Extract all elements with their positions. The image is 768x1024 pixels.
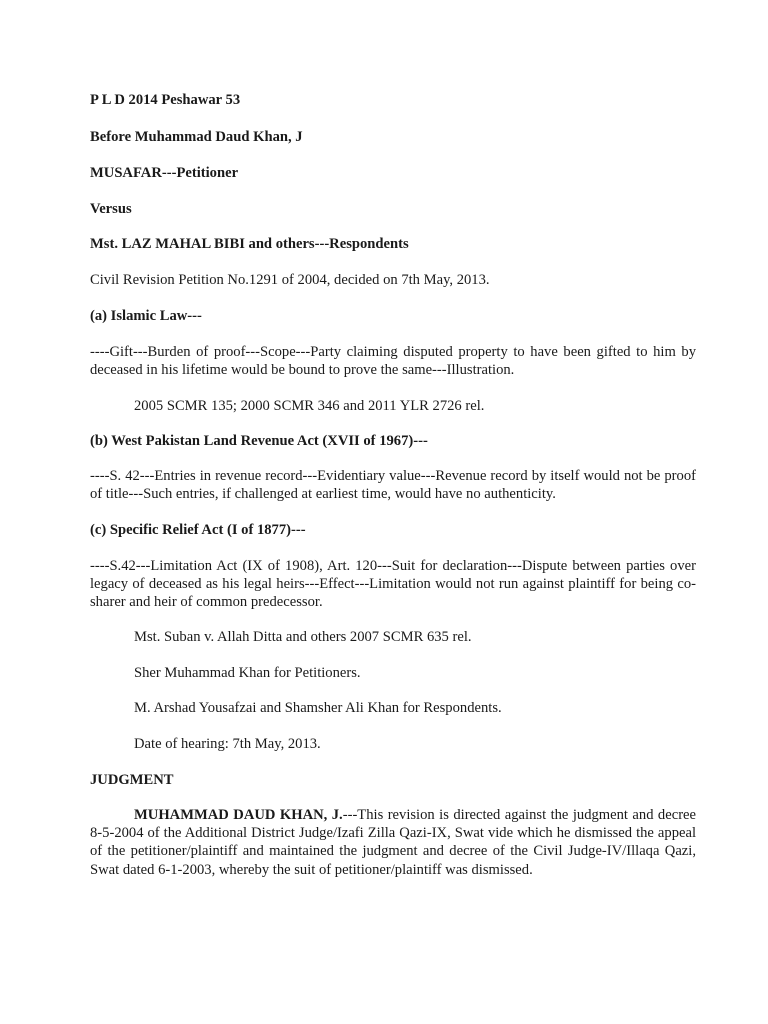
counsel-respondents: M. Arshad Yousafzai and Shamsher Ali Khan for Respondents. <box>134 700 502 716</box>
headnote-body-c: ----S.42---Limitation Act (IX of 1908), Art. 120---Suit for declaration---Dispute between parties over legacy of deceased as his legal heirs---Effect---Limitation would not run against plaintiff for being co-sharer and heir of common predecessor. <box>90 558 696 611</box>
petitioner: MUSAFAR---Petitioner <box>90 165 239 181</box>
citation: P L D 2014 Peshawar 53 <box>90 92 241 108</box>
headnote-ref-a: 2005 SCMR 135; 2000 SCMR 346 and 2011 YLR 2726 rel. <box>134 398 485 414</box>
hearing-date: Date of hearing: 7th May, 2013. <box>134 736 321 752</box>
versus: Versus <box>90 201 132 217</box>
judgment-paragraph <box>90 806 696 879</box>
judgment-heading: JUDGMENT <box>90 772 174 788</box>
case-info: Civil Revision Petition No.1291 of 2004, decided on 7th May, 2013. <box>90 272 490 288</box>
respondents: Mst. LAZ MAHAL BIBI and others---Respondents <box>90 236 409 252</box>
judgment-lead: MUHAMMAD DAUD KHAN, J. <box>134 807 343 823</box>
headnote-heading-a: (a) Islamic Law--- <box>90 308 202 324</box>
counsel-petitioners: Sher Muhammad Khan for Petitioners. <box>134 665 361 681</box>
headnote-body-b: ----S. 42---Entries in revenue record---Evidentiary value---Revenue record by itself would not be proof of title---Such entries, if challenged at earliest time, would have no authenticity. <box>90 468 696 503</box>
headnote-ref-c: Mst. Suban v. Allah Ditta and others 2007 SCMR 635 rel. <box>134 629 472 645</box>
headnote-body-a: ----Gift---Burden of proof---Scope---Party claiming disputed property to have been gifted to him by deceased in his lifetime would be bound to prove the same---Illustration. <box>90 344 696 379</box>
bench: Before Muhammad Daud Khan, J <box>90 129 303 145</box>
judgment-text: ---This revision is directed against the judgment and decree 8-5-2004 of the Additional District Judge/Izafi Zilla Qazi-IX, Swat vide which he dismissed the appeal of the petitioner/plaintiff and maintained the judgment and decree of the Civil Judge-IV/Illaqa Qazi, Swat dated 6-1-2003, whereby the suit of petitioner/plaintiff was dismissed. <box>90 807 697 878</box>
headnote-heading-c: (c) Specific Relief Act (I of 1877)--- <box>90 522 306 538</box>
headnote-heading-b: (b) West Pakistan Land Revenue Act (XVII of 1967)--- <box>90 433 428 449</box>
